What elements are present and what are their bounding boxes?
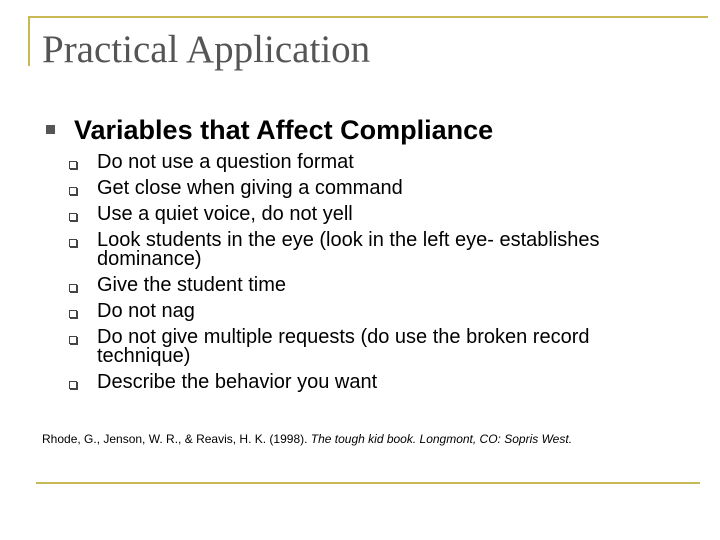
citation-authors: Rhode, G., Jenson, W. R., & Reavis, H. K. (1998). (42, 432, 311, 446)
list-item-text: Do not give multiple requests (do use the broken record technique) (97, 326, 590, 367)
list-item-text: Use a quiet voice, do not yell (97, 203, 353, 225)
slide-title: Practical Application (42, 28, 371, 71)
left-accent-line (28, 16, 30, 66)
list-item (0, 176, 720, 202)
list-item (0, 150, 720, 176)
list-item-text: Look students in the eye (look in the left eye- establishes dominance) (97, 229, 600, 270)
list-item (0, 299, 720, 325)
list-item-text: Do not use a question format (97, 151, 354, 173)
list-item-text: Get close when giving a command (97, 177, 403, 199)
bottom-divider-line (36, 482, 700, 484)
top-divider-line (30, 16, 708, 18)
list-item (0, 325, 720, 370)
hollow-square-bullet-icon (69, 213, 77, 221)
list-item (0, 202, 720, 228)
citation (42, 431, 572, 447)
hollow-square-bullet-icon (69, 187, 77, 195)
hollow-square-bullet-icon (69, 239, 77, 247)
list-item (0, 228, 720, 273)
hollow-square-bullet-icon (69, 310, 77, 318)
hollow-square-bullet-icon (69, 336, 77, 344)
list-item (0, 273, 720, 299)
citation-work: The tough kid book. Longmont, CO: Sopris West. (310, 432, 573, 446)
hollow-square-bullet-icon (69, 284, 77, 292)
hollow-square-bullet-icon (69, 161, 77, 169)
list-item-text: Give the student time (97, 274, 286, 296)
section-heading: Variables that Affect Compliance (74, 115, 494, 145)
hollow-square-bullet-icon (69, 381, 77, 389)
compliance-variables-list (0, 150, 720, 396)
list-item-text: Do not nag (97, 300, 195, 322)
list-item (0, 370, 720, 396)
square-bullet-icon (46, 125, 55, 134)
list-item-text: Describe the behavior you want (97, 371, 378, 393)
